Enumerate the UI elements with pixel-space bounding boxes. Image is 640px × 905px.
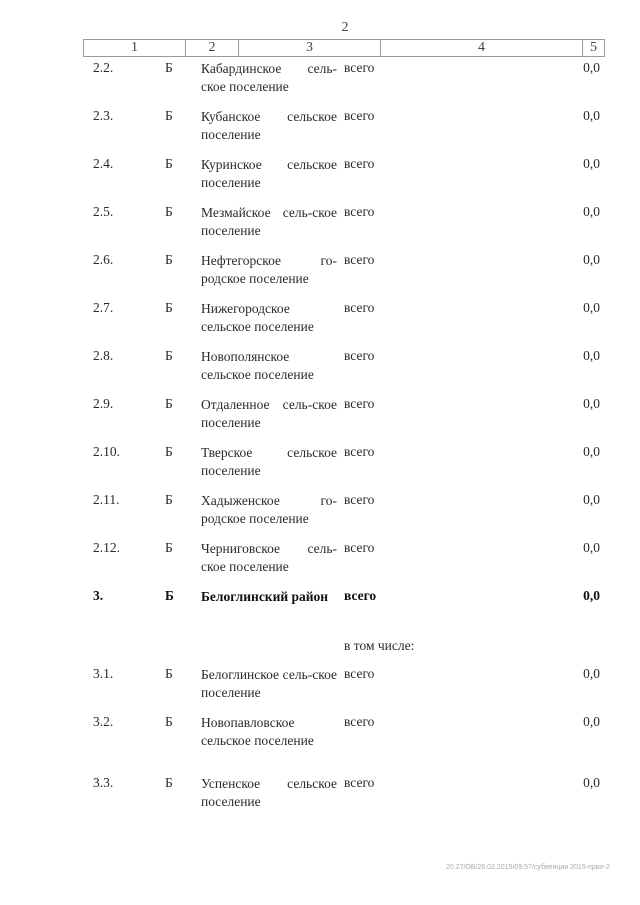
row-type: всего: [344, 396, 375, 411]
document-footer: 20.27/ОБ/26.02.2015/09:57/субвенции 2015-прил-2: [446, 864, 610, 871]
row-type: всего: [344, 775, 375, 790]
row-name: Кубанское сельское поселение: [201, 109, 337, 142]
table-row: [83, 300, 603, 340]
row-type: всего: [344, 60, 375, 75]
page-number: 2: [341, 20, 349, 35]
row-name: Отдаленное сель-ское поселение: [201, 397, 337, 430]
row-value: 0,0: [583, 396, 600, 411]
row-type: всего: [344, 156, 375, 171]
row-type: всего: [344, 348, 375, 363]
table-row: [83, 775, 603, 815]
table-row: [83, 714, 603, 754]
row-value: 0,0: [583, 300, 600, 315]
row-category: Б: [165, 588, 174, 603]
table-row: [83, 540, 603, 580]
row-name: Черниговское сель-ское поселение: [201, 541, 337, 574]
row-number: 2.9.: [93, 396, 114, 411]
row-type: всего: [344, 666, 375, 681]
row-value: 0,0: [583, 714, 600, 729]
row-category: Б: [165, 108, 173, 123]
row-category: Б: [165, 156, 173, 171]
header-col-5: 5: [590, 40, 597, 55]
table-row: [83, 666, 603, 706]
header-col-2: 2: [186, 40, 239, 56]
table-row: [83, 204, 603, 244]
table-row: [83, 396, 603, 436]
row-category: Б: [165, 775, 173, 790]
row-type: всего: [344, 540, 375, 555]
row-number: 2.4.: [93, 156, 114, 171]
row-category: Б: [165, 252, 173, 267]
table-row: [83, 156, 603, 196]
row-category: Б: [165, 444, 173, 459]
row-name: Новопавловское сельское поселение: [201, 715, 314, 748]
row-value: 0,0: [583, 252, 600, 267]
row-number: 2.8.: [93, 348, 114, 363]
row-type: всего: [344, 300, 375, 315]
row-type: всего: [344, 492, 375, 507]
row-type: всего: [344, 714, 375, 729]
row-number: 2.6.: [93, 252, 114, 267]
row-name: Белоглинский район: [201, 589, 329, 604]
row-name: Хадыженское го-родское поселение: [201, 493, 337, 526]
row-number: 3.2.: [93, 714, 114, 729]
table-row: [83, 60, 603, 100]
table-row: [83, 588, 603, 628]
header-col-4: 4: [381, 40, 583, 56]
row-type: всего: [344, 204, 375, 219]
row-name: Мезмайское сель-ское поселение: [201, 205, 337, 238]
row-name: Кабардинское сель-ское поселение: [201, 61, 337, 94]
row-category: Б: [165, 540, 173, 555]
row-name: Куринское сельское поселение: [201, 157, 337, 190]
row-number: 3.3.: [93, 775, 114, 790]
row-number: 2.10.: [93, 444, 120, 459]
table-row: [83, 444, 603, 484]
row-value: 0,0: [583, 204, 600, 219]
row-category: Б: [165, 714, 173, 729]
row-category: Б: [165, 666, 173, 681]
row-name: Нижегородское сельское поселение: [201, 301, 314, 334]
row-number: 2.11.: [93, 492, 120, 507]
table-row: [83, 108, 603, 148]
row-type: всего: [344, 108, 375, 123]
row-category: Б: [165, 204, 173, 219]
row-category: Б: [165, 300, 173, 315]
row-category: Б: [165, 396, 173, 411]
row-number: 3.1.: [93, 666, 114, 681]
header-col-1: 1: [84, 40, 186, 56]
row-value: 0,0: [583, 444, 600, 459]
row-type: всего: [344, 444, 375, 459]
row-name: Тверское сельское поселение: [201, 445, 337, 478]
row-value: 0,0: [583, 492, 600, 507]
row-value: 0,0: [583, 588, 600, 603]
row-category: Б: [165, 60, 173, 75]
table-row: [83, 252, 603, 292]
row-name: Белоглинское сель-ское поселение: [201, 667, 337, 700]
row-type: всего: [344, 588, 377, 603]
row-value: 0,0: [583, 156, 600, 171]
row-number: 2.2.: [93, 60, 114, 75]
row-value: 0,0: [583, 348, 600, 363]
row-value: 0,0: [583, 666, 600, 681]
table-row: [83, 348, 603, 388]
row-number: 2.7.: [93, 300, 114, 315]
table-row: [83, 492, 603, 532]
table-header: [83, 39, 605, 57]
row-name: Успенское сельское поселение: [201, 776, 337, 809]
row-number: 2.3.: [93, 108, 114, 123]
row-value: 0,0: [583, 108, 600, 123]
row-number: 2.5.: [93, 204, 114, 219]
row-category: Б: [165, 348, 173, 363]
header-col-3: 3: [239, 40, 381, 56]
row-value: 0,0: [583, 540, 600, 555]
row-type: всего: [344, 252, 375, 267]
row-name: Новополянское сельское поселение: [201, 349, 314, 382]
including-note: в том числе:: [344, 638, 415, 653]
row-number: 3.: [93, 588, 104, 603]
row-value: 0,0: [583, 775, 600, 790]
row-name: Нефтегорское го-родское поселение: [201, 253, 337, 286]
row-category: Б: [165, 492, 173, 507]
row-number: 2.12.: [93, 540, 120, 555]
row-value: 0,0: [583, 60, 600, 75]
